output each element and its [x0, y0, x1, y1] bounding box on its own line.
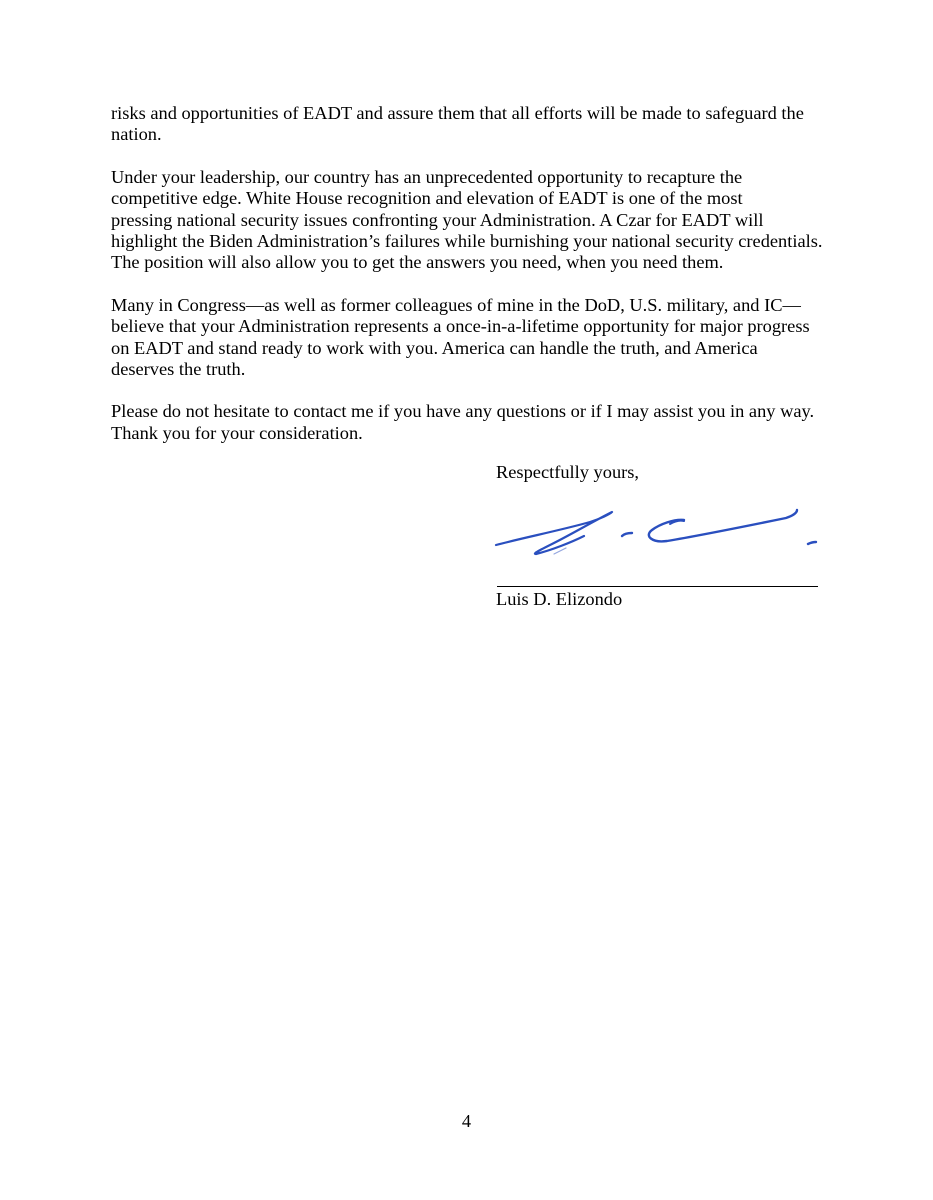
- paragraph-line: Please do not hesitate to contact me if you have any questions or if I may assist you in any way.: [111, 401, 815, 422]
- complimentary-close: Respectfully yours,: [496, 462, 640, 482]
- paragraph-line: Many in Congress—as well as former colleagues of mine in the DoD, U.S. military, and IC—: [111, 294, 801, 315]
- paragraph-4: [111, 401, 851, 444]
- page-number: 4: [461, 1111, 472, 1131]
- paragraph-line: highlight the Biden Administration’s failures while burnishing your national security credentials.: [111, 231, 823, 252]
- paragraph-line: competitive edge. White House recognition and elevation of EADT is one of the most: [111, 188, 743, 209]
- signer-name: Luis D. Elizondo: [496, 589, 623, 609]
- signature-stroke: [622, 533, 632, 536]
- paragraph-line: The position will also allow you to get the answers you need, when you need them.: [111, 252, 724, 273]
- signature-stroke: [649, 510, 797, 541]
- paragraph-line: risks and opportunities of EADT and assure them that all efforts will be made to safeguard the: [111, 103, 804, 123]
- signature-stroke: [496, 512, 612, 554]
- paragraph-3: [111, 295, 851, 381]
- paragraph-line: Thank you for your consideration.: [111, 422, 363, 443]
- paragraph-2: [111, 167, 851, 274]
- paragraph-line: nation.: [111, 124, 162, 145]
- paragraph-line: on EADT and stand ready to work with you. America can handle the truth, and America: [111, 337, 758, 358]
- paragraph-line: Under your leadership, our country has an unprecedented opportunity to recapture the: [111, 166, 743, 187]
- handwritten-signature: [492, 500, 822, 562]
- signature-line: [497, 586, 818, 587]
- signature-stroke: [808, 542, 816, 544]
- paragraph-1: [111, 103, 851, 146]
- paragraph-line: pressing national security issues confronting your Administration. A Czar for EADT will: [111, 209, 764, 230]
- paragraph-line: deserves the truth.: [111, 359, 246, 380]
- letter-body: [111, 103, 851, 465]
- paragraph-line: believe that your Administration represents a once-in-a-lifetime opportunity for major progress: [111, 316, 810, 337]
